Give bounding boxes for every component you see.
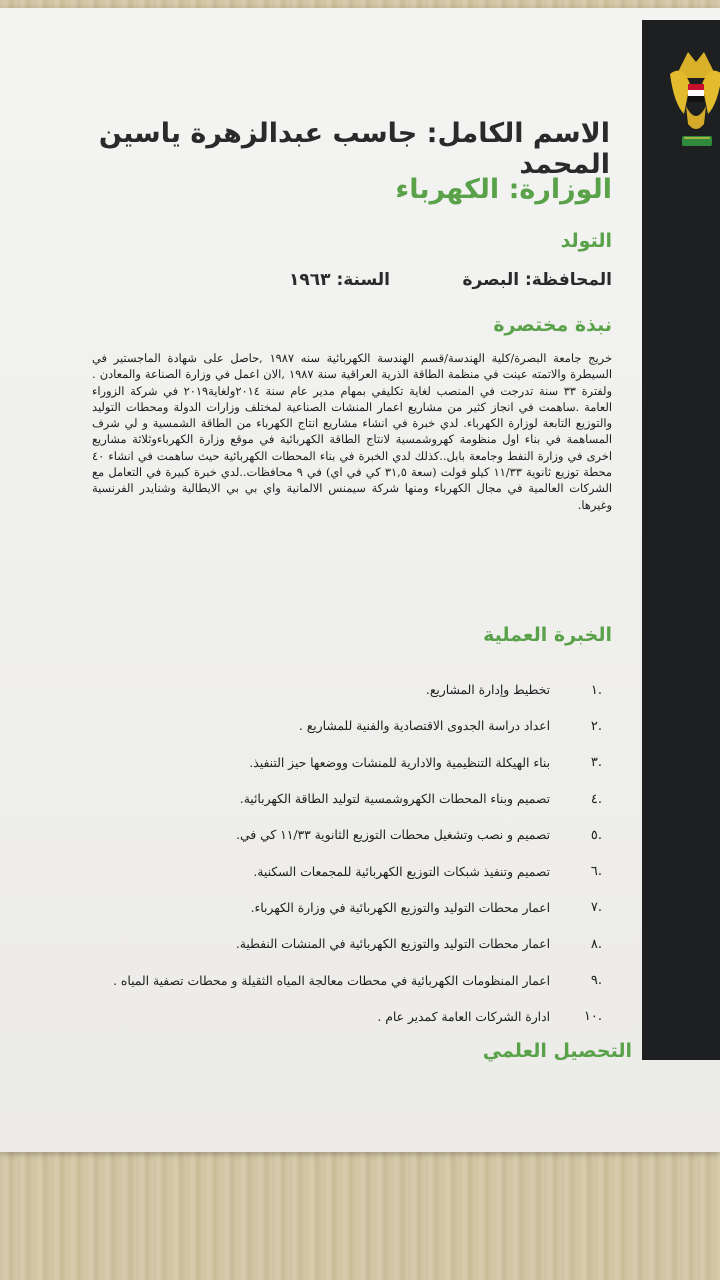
list-text: تصميم وبناء المحطات الكهروشمسية لتوليد الطاقة الكهربائية. — [239, 792, 550, 807]
iraq-eagle-emblem-icon — [668, 44, 720, 162]
full-name-value: جاسب عبدالزهرة ياسين المحمد — [98, 118, 610, 180]
ministry-value: الكهرباء — [395, 174, 500, 205]
list-item — [82, 926, 602, 962]
birth-heading: التولد — [560, 230, 612, 252]
list-number: .١٠ — [583, 1009, 602, 1025]
list-number: .٥ — [590, 827, 602, 843]
list-item — [82, 853, 602, 889]
province-label: المحافظة: — [524, 270, 612, 290]
education-heading: التحصيل العلمي — [482, 1040, 632, 1062]
list-item — [82, 781, 602, 817]
experience-heading: الخبرة العملية — [483, 624, 612, 646]
list-number: .٣ — [590, 755, 602, 771]
list-number: .٨ — [590, 936, 602, 952]
list-item — [82, 962, 602, 998]
list-text: اعمار محطات التوليد والتوزيع الكهربائية في المنشات النفطية. — [235, 937, 550, 952]
list-text: تخطيط وإدارة المشاريع. — [425, 683, 550, 698]
year-label: السنة: — [336, 270, 390, 290]
list-number: .٦ — [590, 864, 602, 880]
experience-list — [82, 672, 602, 1035]
list-text: تصميم وتنفيذ شبكات التوزيع الكهربائية للمجمعات السكنية. — [253, 864, 550, 879]
list-number: .١ — [590, 682, 602, 698]
province-value: البصرة — [462, 270, 520, 290]
province-line — [462, 270, 612, 290]
list-number: .٤ — [590, 791, 602, 807]
list-text: اعمار محطات التوليد والتوزيع الكهربائية في وزارة الكهرباء. — [250, 900, 550, 915]
side-band — [642, 20, 720, 1060]
full-name-label: الاسم الكامل: — [426, 118, 610, 149]
list-item — [82, 672, 602, 708]
list-item — [82, 890, 602, 926]
list-number: .٧ — [590, 900, 602, 916]
list-text: تصميم و نصب وتشغيل محطات التوزيع الثانوية ١١/٣٣ كي في. — [236, 828, 550, 843]
list-item — [82, 745, 602, 781]
list-text: ادارة الشركات العامة كمدير عام . — [377, 1009, 550, 1024]
ministry-line — [92, 174, 612, 205]
full-name-line — [50, 118, 610, 180]
list-number: .٩ — [590, 973, 602, 989]
year-value: ١٩٦٣ — [289, 270, 331, 290]
year-line — [240, 270, 390, 290]
list-number: .٢ — [590, 718, 602, 734]
list-text: اعداد دراسة الجدوى الاقتصادية والفنية للمشاريع . — [298, 719, 550, 734]
ministry-label: الوزارة: — [508, 174, 612, 205]
list-item — [82, 708, 602, 744]
bio-paragraph: خريج جامعة البصرة/كلية الهندسة/قسم الهندسة الكهربائية سنه ١٩٨٧ ,حاصل على شهادة الماجستير في السيطرة والاتمته عينت في منظمة الطاقة الذرية العراقية سنة ١٩٨٧ ,الان اعمل في وزارة الصناعة والمعادن . ولفترة ٣٣ سنة تدرجت في المنصب لغاية تكليفي بمهام مدير عام سنة ٢٠١٤ولغاية٢٠١٩ في شركة الزوراء العامة .ساهمت في انجاز كثير من مشاريع اعمار المنشات الصناعية لمختلف وزارات الدولة ومحطات التوليد والتوزيع التابعة لوزارة الكهرباء. لدي خبرة في انشاء مشاريع انتاج الكهرباء من الطاقة الشمسية و لي شرف المساهمة في بناء اول منظومة كهروشمسية لانتاج الطاقة الكهربائية في موقع وزارة الكهرباءوثلاثة مشاريع اخرى في وزارة النفط وجامعة بابل..كذلك لدي الخبرة في بناء المحطات الكهربائية حيث ساهمت في انشاء ٤٠ محطة توزيع ثانوية ١١/٣٣ كيلو فولت (سعة ٣١,٥ كي في اي) في ٩ محافظات..لدي خبرة كبيرة في التعامل مع الشركات العالمية في مجال الكهرباء ومنها شركة سيمنس الالمانية واي بي بي الايطالية وشنايدر الفرنسية وغيرها. — [92, 351, 613, 512]
list-item — [82, 999, 602, 1035]
bio-heading: نبذة مختصرة — [493, 314, 612, 336]
list-item — [82, 817, 602, 853]
list-text: اعمار المنظومات الكهربائية في محطات معالجة المياه الثقيلة و محطات تصفية المياه . — [113, 973, 550, 988]
list-text: بناء الهيكلة التنظيمية والادارية للمنشات ووضعها حيز التنفيذ. — [249, 755, 550, 770]
